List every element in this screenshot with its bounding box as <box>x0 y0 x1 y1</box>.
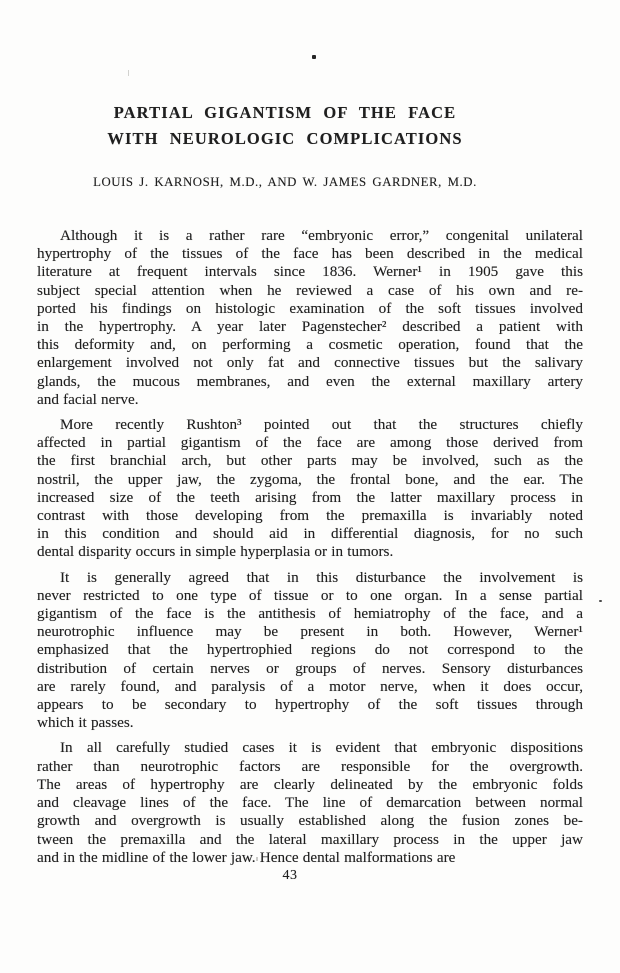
text-line: rather than neurotrophic factors are responsible for the overgrowth. <box>37 757 583 775</box>
page-number: 43 <box>282 868 298 883</box>
ink-speck-left <box>128 70 129 76</box>
text-line: growth and overgrowth is usually established along the fusion zones be- <box>37 812 583 830</box>
paragraph <box>37 739 583 866</box>
text-line: In all carefully studied cases it is evident that embryonic dispositions <box>60 739 583 757</box>
article-heading <box>12 100 558 191</box>
text-line: hypertrophy of the tissues of the face has been described in the medical <box>37 245 583 263</box>
paragraph <box>37 416 583 562</box>
text-line: emphasized that the hypertrophied regions do not correspond to the <box>37 641 583 659</box>
title-line-1: PARTIAL GIGANTISM OF THE FACE <box>113 103 457 122</box>
text-line: this deformity and, on performing a cosmetic operation, found that the <box>37 336 583 354</box>
text-line: neurotrophic influence may be present in both. However, Werner¹ <box>37 623 583 641</box>
text-line: literature at frequent intervals since 1836. Werner¹ in 1905 gave this <box>37 263 583 281</box>
text-line: are rarely found, and paralysis of a motor nerve, when it does occur, <box>37 677 583 695</box>
text-line: the first branchial arch, but other parts may be involved, such as the <box>37 452 583 470</box>
text-line: ported his findings on histologic examination of the soft tissues involved <box>37 299 583 317</box>
text-line: glands, the mucous membranes, and even the external maxillary artery <box>37 372 583 390</box>
text-line: It is generally agreed that in this disturbance the involvement is <box>60 568 583 586</box>
text-line: tween the premaxilla and the lateral maxillary process in the upper jaw <box>37 830 583 848</box>
text-line: and facial nerve. <box>37 390 139 408</box>
title-line-2: WITH NEUROLOGIC COMPLICATIONS <box>107 129 463 148</box>
text-line: gigantism of the face is the antithesis of hemiatrophy of the face, and a <box>37 605 583 623</box>
ink-speck-right <box>599 600 602 602</box>
text-line: nostril, the upper jaw, the zygoma, the frontal bone, and the ear. The <box>37 470 583 488</box>
byline: LOUIS J. KARNOSH, M.D., AND W. JAMES GARDNER, M.D. <box>93 175 477 189</box>
text-line: More recently Rushton³ pointed out that the structures chiefly <box>60 416 583 434</box>
text-line: affected in partial gigantism of the face are among those derived from <box>37 434 583 452</box>
text-line: Although it is a rather rare “embryonic error,” congenital unilateral <box>60 227 583 244</box>
article-title <box>12 100 558 152</box>
paragraph <box>37 569 583 733</box>
body-paragraphs <box>37 227 583 867</box>
text-line: in the hypertrophy. A year later Pagenstecher² described a patient with <box>37 318 583 336</box>
paragraph <box>37 227 583 409</box>
text-line: never restricted to one type of tissue or to one organ. In a sense partial <box>37 586 583 604</box>
text-line: and cleavage lines of the face. The line of demarcation between normal <box>37 794 583 812</box>
text-line: distribution of certain nerves or groups of nerves. Sensory disturbances <box>37 659 583 677</box>
text-line: appears to be secondary to hypertrophy of the soft tissues through <box>37 696 583 714</box>
text-line: The areas of hypertrophy are clearly delineated by the embryonic folds <box>37 775 583 793</box>
text-line: dental disparity occurs in simple hyperplasia or in tumors. <box>37 543 394 561</box>
text-line: subject special attention when he reviewed a case of his own and re- <box>37 281 583 299</box>
ink-speck-top <box>312 55 316 59</box>
text-line: in this condition and should aid in differential diagnosis, for no such <box>37 525 583 543</box>
text-line: enlargement involved not only fat and connective tissues but the salivary <box>37 354 583 372</box>
text-line: contrast with those developing from the premaxilla is invariably noted <box>37 507 583 525</box>
text-line: which it passes. <box>37 714 134 732</box>
text-line: increased size of the teeth arising from the latter maxillary process in <box>37 488 583 506</box>
text-line: and in the midline of the lower jaw. Hence dental malformations are <box>37 848 456 866</box>
